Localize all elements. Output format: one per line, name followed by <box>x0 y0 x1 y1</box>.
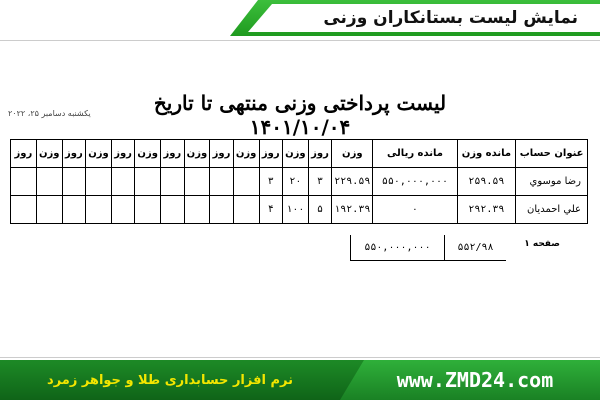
table-row <box>11 168 588 196</box>
table-cell <box>161 168 184 196</box>
column-header-day: روز <box>161 140 184 168</box>
table-cell <box>210 168 233 196</box>
column-header-weight: وزن <box>332 140 373 168</box>
table-cell <box>210 196 233 224</box>
rial-balance: ۵۵۰,۰۰۰,۰۰۰ <box>373 168 457 196</box>
table-cell <box>135 168 161 196</box>
column-header-weight: وزن <box>86 140 112 168</box>
table-cell <box>62 168 85 196</box>
table-cell: ۲۰ <box>283 168 309 196</box>
table-cell <box>184 196 210 224</box>
column-header-day: روز <box>308 140 331 168</box>
total-rial: ۵۵۰,۰۰۰,۰۰۰ <box>350 235 444 261</box>
column-header-day: روز <box>259 140 282 168</box>
table-cell <box>86 196 112 224</box>
table-cell <box>111 196 134 224</box>
column-header-day: روز <box>111 140 134 168</box>
column-header-day: روز <box>210 140 233 168</box>
total-weight: ۵۵۲/۹۸ <box>444 235 506 261</box>
column-header-rial-balance: مانده ریالی <box>373 140 457 168</box>
column-header-weight: وزن <box>36 140 62 168</box>
table-cell: ۵ <box>308 196 331 224</box>
table-cell <box>161 196 184 224</box>
page-title: نمایش لیست بستانکاران وزنی <box>323 8 578 28</box>
table-cell: ۱۹۲.۳۹ <box>332 196 373 224</box>
table-cell: ۳ <box>308 168 331 196</box>
table-cell: ۳ <box>259 168 282 196</box>
report-title: لیست پرداختی وزنی منتهی تا تاریخ ۱۴۰۱/۱۰/۰۴ <box>153 91 447 139</box>
column-header-account: عنوان حساب <box>516 140 588 168</box>
column-header-weight: وزن <box>184 140 210 168</box>
report-view <box>0 40 600 358</box>
table-cell <box>11 168 37 196</box>
totals-row <box>341 235 506 261</box>
weight-balance: ۲۵۹.۵۹ <box>457 168 516 196</box>
table-cell <box>233 168 259 196</box>
report-printed-date: یکشنبه دسامبر ۲۵، ۲۰۲۲ <box>8 109 91 118</box>
table-cell <box>62 196 85 224</box>
footer-slogan: نرم افزار حسابداری طلا و جواهر زمرد <box>47 373 293 388</box>
table-cell <box>36 196 62 224</box>
table-cell <box>135 196 161 224</box>
column-header-weight-balance: مانده وزن <box>457 140 516 168</box>
table-cell <box>184 168 210 196</box>
table-cell <box>111 168 134 196</box>
footer-url-link[interactable]: www.ZMD24.com <box>396 368 554 392</box>
table-cell <box>36 168 62 196</box>
column-header-weight: وزن <box>233 140 259 168</box>
table-cell: ۴ <box>259 196 282 224</box>
footer-bar <box>0 360 600 400</box>
account-name: رضا موسوي <box>516 168 588 196</box>
table-cell <box>86 168 112 196</box>
column-header-weight: وزن <box>135 140 161 168</box>
page-number: صفحه ۱ <box>524 239 560 249</box>
table-cell: ۲۲۹.۵۹ <box>332 168 373 196</box>
table-cell <box>233 196 259 224</box>
weight-balance: ۲۹۲.۳۹ <box>457 196 516 224</box>
column-header-weight: وزن <box>283 140 309 168</box>
column-header-day: روز <box>11 140 37 168</box>
rial-balance: ۰ <box>373 196 457 224</box>
account-name: علي احمديان <box>516 196 588 224</box>
table-cell: ۱۰۰ <box>283 196 309 224</box>
creditors-table <box>10 139 588 224</box>
table-header-row <box>11 140 588 168</box>
column-header-day: روز <box>62 140 85 168</box>
table-cell <box>11 196 37 224</box>
table-row <box>11 196 588 224</box>
